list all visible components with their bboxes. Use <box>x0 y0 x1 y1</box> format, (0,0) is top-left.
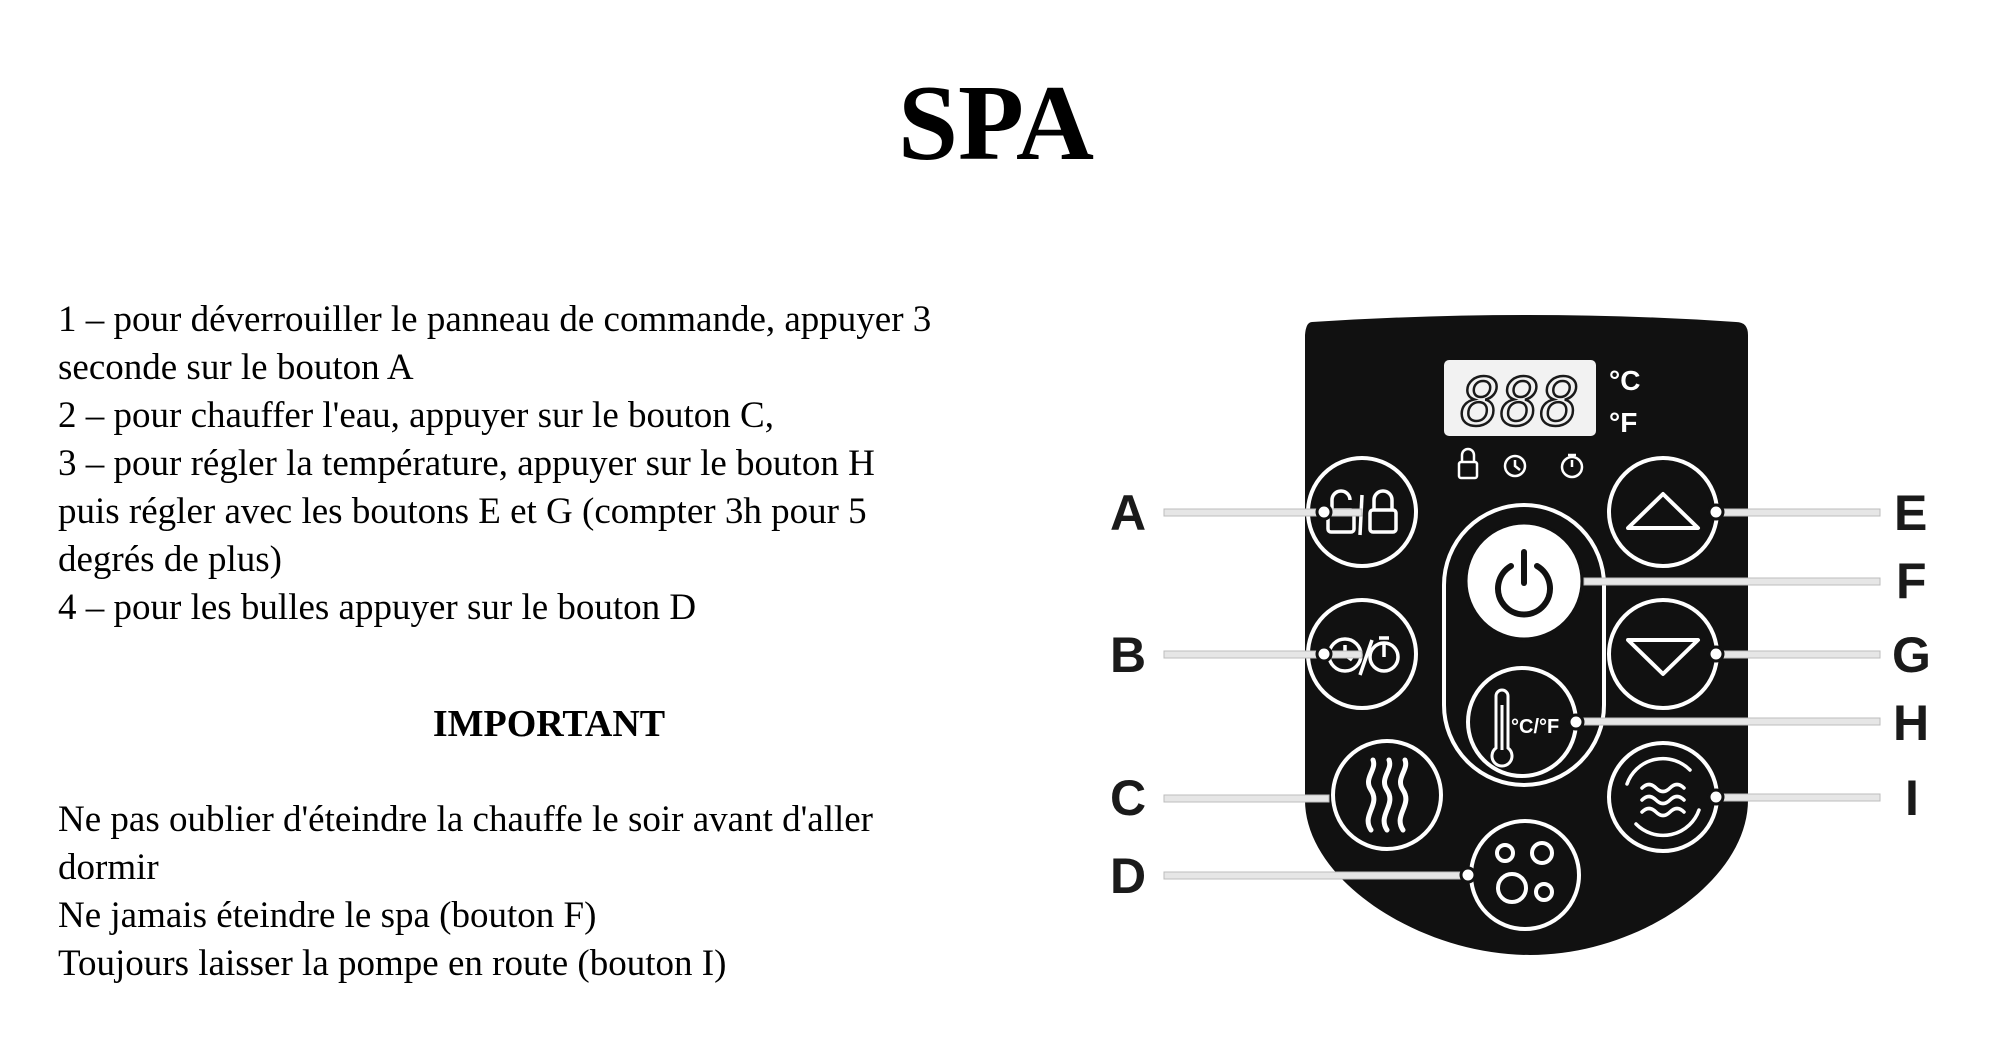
unit-fahrenheit: °F <box>1609 407 1638 438</box>
button-h[interactable] <box>1468 668 1576 776</box>
label-h: H <box>1893 695 1930 751</box>
leader-line-f <box>1584 578 1880 585</box>
button-i[interactable] <box>1609 743 1717 851</box>
button-g[interactable] <box>1609 600 1717 708</box>
unit-celsius: °C <box>1609 365 1641 396</box>
instruction-line: seconde sur le bouton A <box>58 347 414 388</box>
label-i: I <box>1905 770 1919 826</box>
button-c[interactable] <box>1333 741 1441 849</box>
leader-line-c <box>1164 795 1329 802</box>
display-digits: 888 <box>1460 364 1580 441</box>
note-line: dormir <box>58 847 159 888</box>
instruction-line: 2 – pour chauffer l'eau, appuyer sur le bouton C, <box>58 395 774 436</box>
temp-toggle-label: °C/°F <box>1511 716 1560 738</box>
instruction-line: degrés de plus) <box>58 539 282 580</box>
label-c: C <box>1110 770 1147 826</box>
label-a: A <box>1110 485 1147 541</box>
button-f[interactable] <box>1466 523 1582 639</box>
label-f: F <box>1896 553 1927 609</box>
instruction-line: puis régler avec les boutons E et G (compter 3h pour 5 <box>58 491 867 532</box>
note-line: Toujours laisser la pompe en route (bouton I) <box>58 943 727 984</box>
important-heading: IMPORTANT <box>432 703 666 745</box>
note-line: Ne pas oublier d'éteindre la chauffe le soir avant d'aller <box>58 799 873 840</box>
label-b: B <box>1110 627 1147 683</box>
button-e[interactable] <box>1609 458 1717 566</box>
instruction-line: 4 – pour les bulles appuyer sur le bouton D <box>58 587 697 628</box>
label-e: E <box>1894 485 1928 541</box>
label-d: D <box>1110 848 1147 904</box>
button-d[interactable] <box>1471 821 1579 929</box>
label-g: G <box>1892 627 1931 683</box>
instruction-line: 3 – pour régler la température, appuyer sur le bouton H <box>58 443 875 484</box>
instruction-line: 1 – pour déverrouiller le panneau de commande, appuyer 3 <box>58 299 932 340</box>
page-title: SPA <box>897 64 1094 183</box>
note-line: Ne jamais éteindre le spa (bouton F) <box>58 895 597 936</box>
